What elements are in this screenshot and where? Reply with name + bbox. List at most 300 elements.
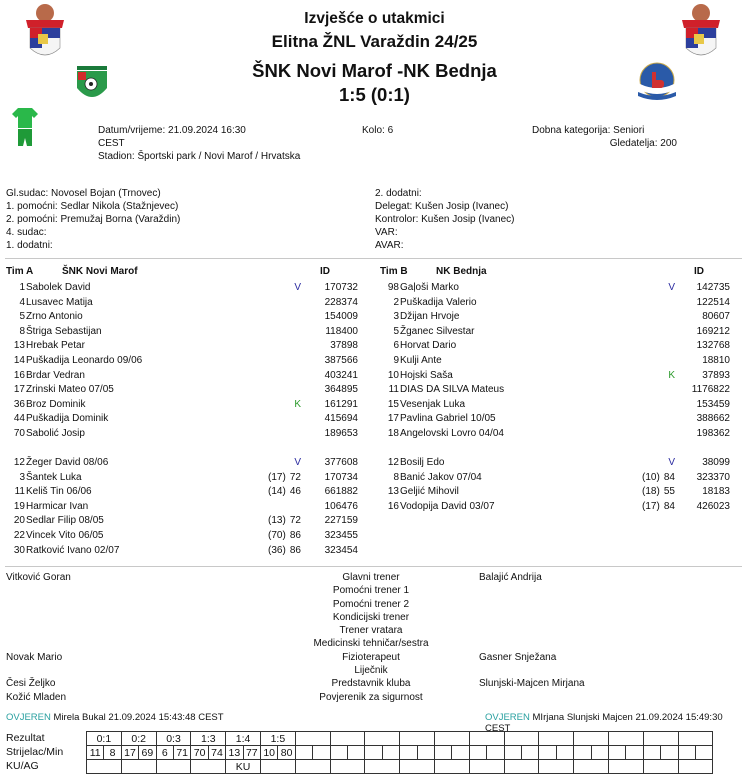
minute-cell: 71 <box>173 746 190 760</box>
official-main-referee: Gl.sudac: Novosel Bojan (Trnovec) <box>6 188 161 199</box>
staff-role: Povjerenik za sigurnost <box>319 691 423 703</box>
score-cell <box>539 732 574 746</box>
minute-cell: 77 <box>243 746 260 760</box>
score-cell <box>469 732 504 746</box>
minute-cell: 74 <box>208 746 225 760</box>
staff-team-a: Novak Mario <box>6 651 63 663</box>
player-number: 12 <box>13 457 25 468</box>
player-number: 20 <box>13 515 25 527</box>
player-name: Džijan Hrvoje <box>400 311 460 323</box>
goal-type-cell: KU <box>226 760 261 774</box>
player-number: 8 <box>19 325 25 337</box>
player-id: 37893 <box>702 369 730 381</box>
verified-status: OVJEREN <box>6 712 51 723</box>
player-id: 323370 <box>696 471 730 483</box>
player-row <box>380 369 732 384</box>
stadium-text: Stadion: Športski park / Novi Marof / Hrvatska <box>98 151 301 162</box>
player-name: Brdar Vedran <box>26 369 85 381</box>
goal-type-row <box>87 760 713 774</box>
county-crest-icon <box>680 4 722 62</box>
team-a-label: Tim A <box>6 266 34 277</box>
snk-novi-marof-logo <box>75 66 109 104</box>
match-title: ŠNK Novi Marof -NK Bednja <box>252 60 497 81</box>
player-id: 388662 <box>696 413 730 425</box>
score-cell <box>504 732 539 746</box>
player-id: 118400 <box>325 325 358 337</box>
score-cell <box>365 732 400 746</box>
report-title: Izvješće o utakmici <box>304 10 445 27</box>
team-b-bench <box>380 456 732 514</box>
score-cell: 1:5 <box>260 732 295 746</box>
substitution-minute: 86 <box>289 544 301 556</box>
goal-type-cell <box>539 760 574 774</box>
player-name: Žganec Silvestar <box>400 325 475 337</box>
scorer-cell: 6 <box>156 746 173 760</box>
player-name: Vodopija David 03/07 <box>400 500 495 512</box>
player-row <box>6 500 358 515</box>
minute-cell <box>556 746 573 760</box>
player-name: Sedlar Filip 08/05 <box>26 515 104 527</box>
staff-role: Pomoćni trener 1 <box>332 585 410 597</box>
staff-team-a: Kožić Mladen <box>6 691 67 703</box>
player-row <box>380 310 732 325</box>
scorer-cell <box>608 746 625 760</box>
player-row <box>6 529 358 544</box>
player-number: 1 <box>19 282 25 293</box>
player-row <box>380 427 732 442</box>
scorer-cell: 70 <box>191 746 208 760</box>
goal-type-cell <box>365 760 400 774</box>
player-name: Šantek Luka <box>26 471 82 483</box>
team-b-lineup <box>380 266 732 442</box>
timezone-text: CEST <box>98 138 125 149</box>
team-b-label: Tim B <box>380 266 408 277</box>
player-number: 15 <box>387 398 399 410</box>
player-name: Angelovski Lovro 04/04 <box>400 427 504 439</box>
scorer-cell <box>295 746 312 760</box>
score-cell <box>643 732 678 746</box>
official-avar: AVAR: <box>375 240 404 251</box>
player-name: Sabolić Josip <box>26 427 85 439</box>
player-row <box>380 383 732 398</box>
player-id: 161291 <box>324 398 358 410</box>
substitution-minute: 46 <box>289 486 301 498</box>
official-fourth-referee: 4. sudac: <box>6 227 47 238</box>
player-row <box>6 369 358 384</box>
staff-team-b: Balajić Andrija <box>479 572 542 583</box>
player-name: Puškadija Valerio <box>400 296 477 308</box>
competition-title: Elitna ŽNL Varaždin 24/25 <box>271 32 478 51</box>
score-table-labels <box>6 731 63 773</box>
team-b-starters <box>380 281 732 442</box>
substitution-minute: 86 <box>289 529 301 541</box>
score-cell <box>330 732 365 746</box>
scorer-cell <box>400 746 417 760</box>
goal-type-cell <box>260 760 295 774</box>
goal-type-cell <box>330 760 365 774</box>
player-row <box>6 296 358 311</box>
player-row <box>380 471 732 486</box>
minute-cell <box>347 746 364 760</box>
player-number: 9 <box>393 354 399 366</box>
captain-marker: K <box>668 369 675 381</box>
player-name: Hojski Saša <box>400 369 453 381</box>
team-a-header <box>6 266 358 281</box>
player-name: Gaļoši Marko <box>400 282 459 293</box>
staff-row <box>0 651 749 664</box>
player-row <box>380 281 732 296</box>
minute-cell <box>521 746 538 760</box>
player-row <box>6 281 358 296</box>
minute-cell <box>382 746 399 760</box>
substitution-minute: 84 <box>663 500 675 512</box>
score-cell: 0:1 <box>87 732 122 746</box>
score-cell <box>608 732 643 746</box>
goal-type-cell <box>504 760 539 774</box>
staff-team-a: Česi Željko <box>6 678 56 690</box>
player-number: 18 <box>387 427 399 439</box>
player-row <box>6 412 358 427</box>
player-id: 80607 <box>702 311 730 323</box>
team-a-bench <box>6 456 358 558</box>
staff-row <box>0 664 749 677</box>
player-id: 122514 <box>696 296 730 308</box>
player-name: Broz Dominik <box>26 398 86 410</box>
player-id: 377608 <box>324 457 358 468</box>
official-assistant-2: 2. pomoćni: Premužaj Borna (Varaždin) <box>6 214 181 225</box>
player-number: 11 <box>14 486 25 498</box>
official-additional-1: 1. dodatni: <box>6 240 53 251</box>
minute-cell <box>695 746 712 760</box>
player-id: 228374 <box>324 296 358 308</box>
player-row <box>6 383 358 398</box>
scorer-cell <box>330 746 347 760</box>
verified-status: OVJEREN <box>485 712 530 723</box>
player-id: 415694 <box>324 413 358 425</box>
player-row <box>380 456 732 471</box>
player-id: 170734 <box>324 471 358 483</box>
player-number: 5 <box>393 325 399 337</box>
player-id: 426023 <box>696 500 730 512</box>
divider <box>5 566 742 567</box>
player-row <box>380 325 732 340</box>
player-id: 198362 <box>696 427 730 439</box>
player-row <box>380 500 732 515</box>
staff-role: Liječnik <box>354 665 388 677</box>
player-name: Bosilj Edo <box>400 457 445 468</box>
staff-row <box>0 584 749 597</box>
team-a-name: ŠNK Novi Marof <box>62 266 138 277</box>
player-row <box>6 339 358 354</box>
minute-cell <box>313 746 330 760</box>
player-id: 106476 <box>324 500 358 512</box>
player-number: 11 <box>388 384 399 396</box>
goalkeeper-marker: V <box>668 457 675 468</box>
team-a-starters <box>6 281 358 442</box>
team-a-lineup <box>6 266 358 442</box>
minute-cell <box>626 746 643 760</box>
minute-cell <box>417 746 434 760</box>
player-id: 132768 <box>696 340 730 352</box>
player-row <box>6 310 358 325</box>
staff-role: Pomoćni trener 2 <box>332 598 410 610</box>
id-column-header: ID <box>694 266 704 277</box>
minute-cell <box>452 746 469 760</box>
green-kit-icon <box>12 108 38 148</box>
player-number: 5 <box>19 311 25 323</box>
player-name: Horvat Dario <box>400 340 457 352</box>
player-id: 18810 <box>702 354 730 366</box>
player-id: 189653 <box>324 427 358 439</box>
substitution-minute: 84 <box>663 471 675 483</box>
goalkeeper-marker: V <box>294 457 301 468</box>
goal-type-cell <box>121 760 156 774</box>
player-id: 1176822 <box>691 384 730 396</box>
goal-type-cell <box>87 760 122 774</box>
scorer-cell: 13 <box>226 746 243 760</box>
divider <box>5 258 742 259</box>
player-name: Banić Jakov 07/04 <box>400 471 482 483</box>
staff-row <box>0 637 749 650</box>
player-row <box>380 339 732 354</box>
player-number: 36 <box>13 398 25 410</box>
official-assistant-1: 1. pomoćni: Sedlar Nikola (Stažnjevec) <box>6 201 179 212</box>
player-row <box>6 514 358 529</box>
player-number: 30 <box>13 544 25 556</box>
verification-team-a <box>6 712 224 723</box>
player-number: 70 <box>13 427 25 439</box>
score-cell: 0:3 <box>156 732 191 746</box>
player-name: Lusavec Matija <box>26 296 93 308</box>
staff-row <box>0 624 749 637</box>
player-row <box>380 485 732 500</box>
player-row <box>380 398 732 413</box>
goalkeeper-marker: V <box>294 282 301 293</box>
player-row <box>6 544 358 559</box>
staff-row <box>0 611 749 624</box>
player-row <box>6 427 358 442</box>
score-table <box>86 731 713 774</box>
nk-bednja-logo <box>636 62 678 104</box>
player-number: 22 <box>13 529 25 541</box>
scorer-cell: 10 <box>260 746 277 760</box>
player-row <box>380 354 732 369</box>
minute-cell <box>661 746 678 760</box>
player-row <box>6 354 358 369</box>
verified-by: Mirela Bukal 21.09.2024 15:43:48 CEST <box>53 712 224 723</box>
player-name: Zrinski Mateo 07/05 <box>26 384 114 396</box>
label-scorer-minute: Strijelac/Min <box>6 746 64 758</box>
official-controller: Kontrolor: Kušen Josip (Ivanec) <box>375 214 515 225</box>
player-row <box>6 471 358 486</box>
goal-type-cell <box>400 760 435 774</box>
player-name: Puškadija Dominik <box>26 413 109 425</box>
player-number: 16 <box>13 369 25 381</box>
player-name: Kulji Ante <box>400 354 442 366</box>
staff-team-b: Slunjski-Majcen Mirjana <box>479 678 585 690</box>
player-number: 12 <box>387 457 399 468</box>
player-name: Puškadija Leonardo 09/06 <box>26 354 143 366</box>
substitution-for: (18) <box>642 486 660 498</box>
staff-role: Glavni trener <box>342 572 400 583</box>
player-number: 3 <box>19 471 25 483</box>
datetime-text: Datum/vrijeme: 21.09.2024 16:30 <box>98 125 246 136</box>
player-row <box>380 296 732 311</box>
staff-team-b: Gasner Snježana <box>479 651 557 663</box>
player-number: 44 <box>13 413 25 425</box>
player-name: Vincek Vito 06/05 <box>26 529 104 541</box>
player-number: 4 <box>19 296 25 308</box>
score-cell <box>574 732 609 746</box>
goal-type-cell <box>434 760 469 774</box>
captain-marker: K <box>294 398 301 410</box>
official-delegate: Delegat: Kušen Josip (Ivanec) <box>375 201 509 212</box>
player-id: 661882 <box>324 486 358 498</box>
county-crest-icon <box>24 4 66 62</box>
goalkeeper-marker: V <box>668 282 675 293</box>
label-penalty-owngoal: KU/AG <box>6 760 39 772</box>
scorer-cell <box>434 746 451 760</box>
player-id: 142735 <box>696 282 730 293</box>
scorer-row <box>87 746 713 760</box>
staff-row <box>0 677 749 690</box>
score-cell: 1:4 <box>226 732 261 746</box>
scorer-cell <box>574 746 591 760</box>
minute-cell <box>591 746 608 760</box>
player-name: Hrebak Petar <box>26 340 85 352</box>
player-number: 17 <box>13 384 25 396</box>
verified-by: MIrjana Slunjski Majcen 21.09.2024 15:49:30 CEST <box>485 712 723 734</box>
player-name: Geljić Mihovil <box>400 486 459 498</box>
score-cell <box>295 732 330 746</box>
minute-cell <box>487 746 504 760</box>
scorer-cell: 17 <box>121 746 138 760</box>
round-text: Kolo: 6 <box>362 125 394 136</box>
player-id: 403241 <box>324 369 358 381</box>
player-number: 2 <box>393 296 399 308</box>
substitution-minute: 72 <box>289 471 301 483</box>
goal-type-cell <box>191 760 226 774</box>
player-number: 13 <box>13 340 25 352</box>
score-cell <box>434 732 469 746</box>
substitution-for: (70) <box>268 529 286 541</box>
player-row <box>6 398 358 413</box>
player-id: 364895 <box>324 384 358 396</box>
player-id: 37898 <box>330 340 358 352</box>
staff-row <box>0 598 749 611</box>
team-b-header <box>380 266 732 281</box>
player-number: 13 <box>387 486 399 498</box>
official-additional-2: 2. dodatni: <box>375 188 422 199</box>
player-name: Žeger David 08/06 <box>26 457 109 468</box>
player-row <box>6 456 358 471</box>
substitution-for: (17) <box>642 500 660 512</box>
scorer-cell <box>469 746 486 760</box>
player-name: Vesenjak Luka <box>400 398 466 410</box>
player-id: 154009 <box>324 311 358 323</box>
staff-team-a: Vitković Goran <box>6 572 71 583</box>
staff-row <box>0 691 749 704</box>
player-id: 153459 <box>696 398 730 410</box>
score-cell <box>400 732 435 746</box>
player-id: 169212 <box>696 325 730 337</box>
player-number: 98 <box>387 282 399 293</box>
minute-cell: 69 <box>139 746 156 760</box>
player-row <box>6 325 358 340</box>
player-number: 17 <box>387 413 399 425</box>
player-id: 18183 <box>702 486 730 498</box>
goal-type-cell <box>156 760 191 774</box>
score-cell <box>678 732 713 746</box>
score-cell: 0:2 <box>121 732 156 746</box>
id-column-header: ID <box>320 266 330 277</box>
player-number: 10 <box>387 369 399 381</box>
player-name: Štriga Sebastijan <box>26 325 102 337</box>
player-name: Pavlina Gabriel 10/05 <box>400 413 496 425</box>
minute-cell: 80 <box>278 746 295 760</box>
match-datetime <box>98 124 278 150</box>
scorer-cell <box>678 746 695 760</box>
officials-right <box>375 187 515 252</box>
officials-left <box>6 187 180 252</box>
player-number: 19 <box>13 500 25 512</box>
goal-type-cell <box>574 760 609 774</box>
scorer-cell <box>539 746 556 760</box>
substitution-for: (14) <box>268 486 286 498</box>
player-name: Keliš Tin 06/06 <box>26 486 92 498</box>
substitution-for: (13) <box>268 515 286 527</box>
player-number: 14 <box>13 354 25 366</box>
player-name: Ratković Ivano 02/07 <box>26 544 120 556</box>
player-row <box>6 485 358 500</box>
score-row <box>87 732 713 746</box>
player-number: 3 <box>393 311 399 323</box>
scorer-cell <box>643 746 660 760</box>
scorer-cell: 11 <box>87 746 104 760</box>
spectators-text: Gledatelja: 200 <box>609 138 677 149</box>
staff-role: Medicinski tehničar/sestra <box>313 638 429 650</box>
substitution-for: (10) <box>642 471 660 483</box>
player-id: 227159 <box>324 515 358 527</box>
scorer-cell <box>504 746 521 760</box>
substitution-for: (36) <box>268 544 286 556</box>
player-number: 16 <box>387 500 399 512</box>
player-row <box>380 412 732 427</box>
player-id: 387566 <box>324 354 358 366</box>
player-name: Harmicar Ivan <box>26 500 89 512</box>
player-id: 323455 <box>324 529 358 541</box>
label-result: Rezultat <box>6 732 45 744</box>
goal-type-cell <box>295 760 330 774</box>
player-number: 6 <box>393 340 399 352</box>
player-name: DIAS DA SILVA Mateus <box>400 384 505 396</box>
scorer-cell <box>365 746 382 760</box>
goal-type-cell <box>608 760 643 774</box>
staff-role: Fizioterapeut <box>342 651 400 663</box>
player-name: Sabolek David <box>26 282 91 293</box>
player-name: Zrno Antonio <box>26 311 83 323</box>
goal-type-cell <box>643 760 678 774</box>
staff-row <box>0 571 749 584</box>
player-id: 38099 <box>702 457 730 468</box>
age-category-text: Dobna kategorija: Seniori <box>532 125 645 136</box>
player-id: 170732 <box>324 282 358 293</box>
match-result: 1:5 (0:1) <box>339 84 410 105</box>
staff-table <box>0 571 749 704</box>
substitution-for: (17) <box>268 471 286 483</box>
substitution-minute: 55 <box>663 486 675 498</box>
goal-type-cell <box>469 760 504 774</box>
